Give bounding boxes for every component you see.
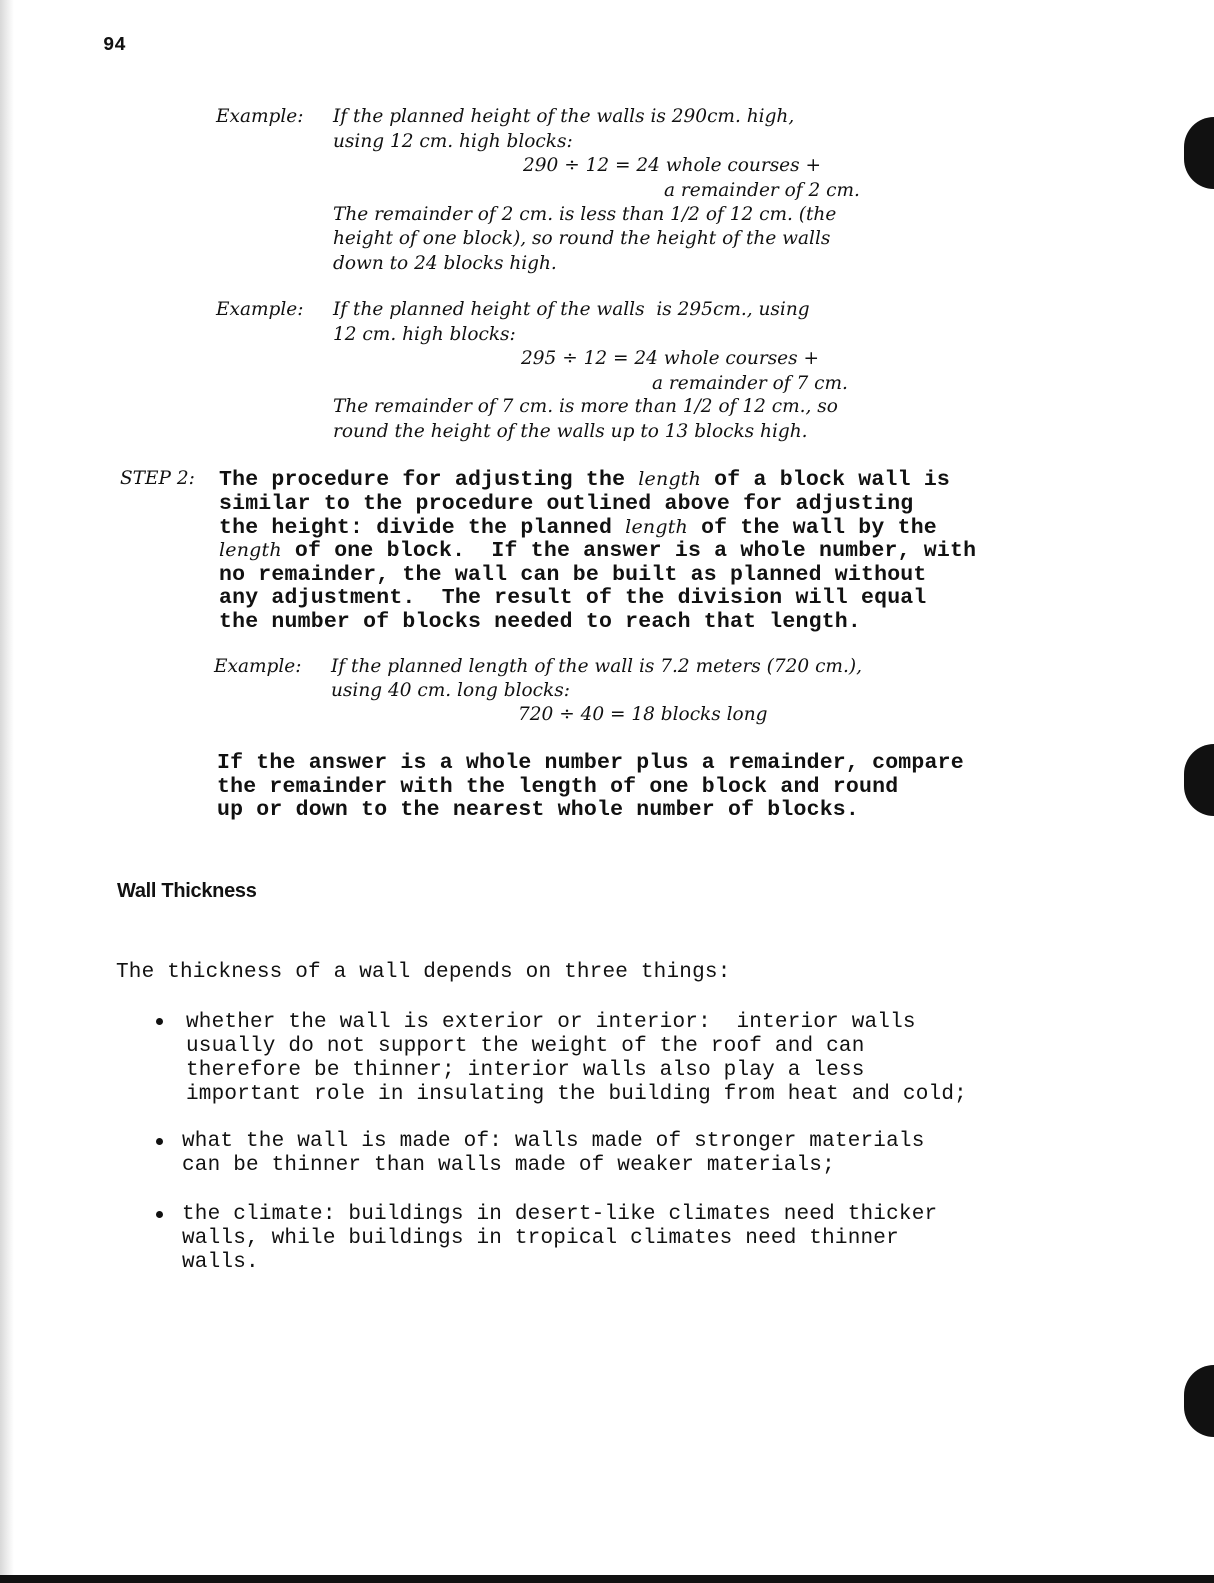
example2-line: If the planned height of the walls is 295cm., using bbox=[333, 299, 810, 320]
bullet1-line: usually do not support the weight of the roof and can bbox=[186, 1035, 865, 1058]
bullet-marker bbox=[156, 1211, 163, 1218]
example3-equation: 720 ÷ 40 = 18 blocks long bbox=[518, 704, 768, 725]
remainder-paragraph-line: the remainder with the length of one block and round bbox=[217, 775, 899, 799]
example1-line: The remainder of 2 cm. is less than 1/2 of 12 cm. (the bbox=[333, 204, 837, 225]
example3-line: using 40 cm. long blocks: bbox=[331, 680, 570, 701]
step2-line: the number of blocks needed to reach that length. bbox=[219, 610, 862, 634]
example1-equation: 290 ÷ 12 = 24 whole courses + bbox=[523, 155, 822, 176]
example3-label: Example: bbox=[214, 656, 302, 677]
bullet3-line: walls. bbox=[182, 1251, 259, 1274]
example1-line: If the planned height of the walls is 290cm. high, bbox=[333, 106, 795, 127]
step2-line: no remainder, the wall can be built as planned without bbox=[219, 563, 927, 587]
punch-hole-top bbox=[1184, 117, 1214, 189]
bullet2-line: what the wall is made of: walls made of stronger materials bbox=[182, 1130, 925, 1153]
example2-line: 12 cm. high blocks: bbox=[333, 324, 516, 345]
remainder-paragraph-line: If the answer is a whole number plus a remainder, compare bbox=[217, 751, 964, 775]
example2-line: The remainder of 7 cm. is more than 1/2 of 12 cm., so bbox=[333, 396, 838, 417]
scan-border-bottom bbox=[0, 1575, 1214, 1583]
step2-label: STEP 2: bbox=[120, 468, 195, 489]
bullet-marker bbox=[156, 1138, 163, 1145]
step2-line: similar to the procedure outlined above for adjusting bbox=[219, 492, 914, 516]
example1-remainder: a remainder of 2 cm. bbox=[664, 180, 860, 201]
step2-line: the height: divide the planned length of the wall by the bbox=[219, 516, 937, 540]
bullet1-line: important role in insulating the building from heat and cold; bbox=[186, 1083, 967, 1106]
example1-line: using 12 cm. high blocks: bbox=[333, 131, 573, 152]
example2-label: Example: bbox=[216, 299, 304, 320]
scan-shadow-left bbox=[0, 0, 14, 1583]
punch-hole-middle bbox=[1184, 744, 1214, 816]
example2-line: round the height of the walls up to 13 blocks high. bbox=[333, 421, 808, 442]
remainder-paragraph-line: up or down to the nearest whole number of blocks. bbox=[217, 798, 860, 822]
step2-line: any adjustment. The result of the division will equal bbox=[219, 586, 927, 610]
bullet3-line: walls, while buildings in tropical climates need thinner bbox=[182, 1227, 899, 1250]
example1-line: height of one block), so round the height of the walls bbox=[333, 228, 831, 249]
example2-remainder: a remainder of 7 cm. bbox=[652, 373, 848, 394]
punch-hole-bottom bbox=[1184, 1365, 1214, 1437]
bullet1-line: therefore be thinner; interior walls also play a less bbox=[186, 1059, 865, 1082]
bullet1-line: whether the wall is exterior or interior: interior walls bbox=[186, 1011, 916, 1034]
bullet2-line: can be thinner than walls made of weaker materials; bbox=[182, 1154, 835, 1177]
bullet3-line: the climate: buildings in desert-like climates need thicker bbox=[182, 1203, 938, 1226]
example1-label: Example: bbox=[216, 106, 304, 127]
example2-equation: 295 ÷ 12 = 24 whole courses + bbox=[521, 348, 820, 369]
step2-line: length of one block. If the answer is a whole number, with bbox=[219, 539, 977, 563]
intro-text: The thickness of a wall depends on three things: bbox=[116, 961, 731, 984]
example1-line: down to 24 blocks high. bbox=[333, 253, 557, 274]
example3-line: If the planned length of the wall is 7.2 meters (720 cm.), bbox=[331, 656, 862, 677]
section-heading: Wall Thickness bbox=[117, 880, 257, 902]
bullet-marker bbox=[156, 1018, 163, 1025]
page-number: 94 bbox=[103, 34, 126, 56]
step2-line: The procedure for adjusting the length of a block wall is bbox=[219, 468, 951, 492]
